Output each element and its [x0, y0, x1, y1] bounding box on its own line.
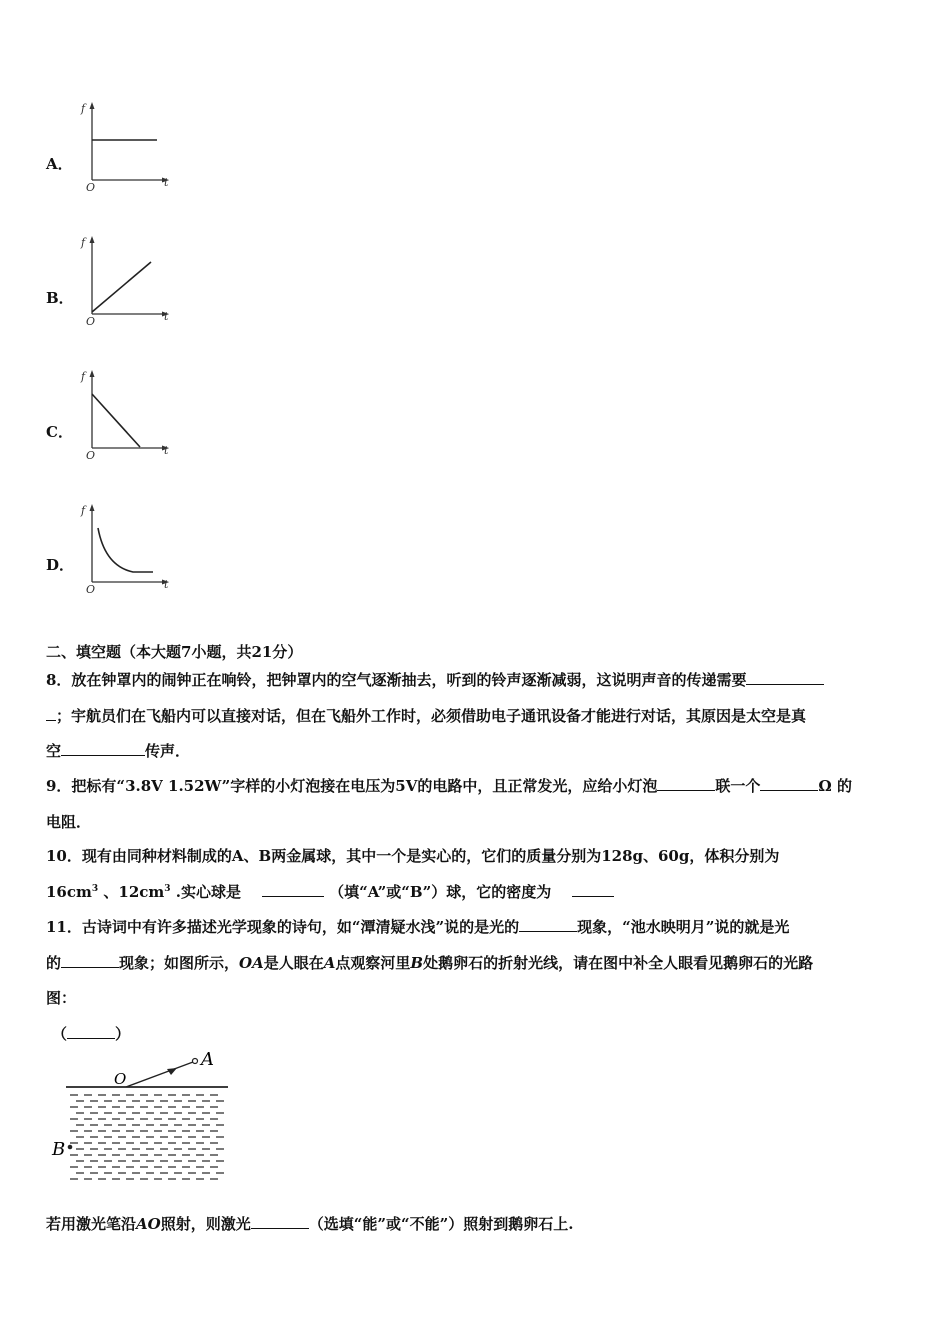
option-b-label: B． [46, 289, 74, 307]
origin-label: O [86, 583, 96, 594]
option-a-graph [75, 100, 175, 192]
q11-text2a: 的 [46, 954, 62, 972]
q11-b: B [410, 954, 424, 972]
option-b-graph [75, 234, 175, 326]
q11-line1 [46, 916, 904, 937]
f-t-line [92, 262, 151, 312]
q11-blank1[interactable] [519, 917, 577, 932]
pebble-point-b [68, 1145, 73, 1150]
f-t-line [92, 394, 140, 447]
q9-text1c: Ω 的 [818, 777, 852, 795]
q8-text1: 8．放在钟罩内的闹钟正在响铃，把钟罩内的空气逐渐抽去，听到的铃声逐渐减弱，这说明声音的传递需要 [46, 671, 747, 689]
y-axis-label: f [81, 370, 86, 383]
y-axis-arrow [90, 370, 95, 377]
q11-last-ao: AO [136, 1215, 161, 1233]
q10-v1: 16cm [46, 883, 92, 901]
q8-line2 [46, 705, 904, 726]
x-axis-label: t [164, 310, 169, 323]
q9-blank1[interactable] [657, 776, 715, 791]
q9-blank2[interactable] [760, 776, 818, 791]
x-axis-label: t [164, 444, 169, 457]
q11-oa: OA [239, 954, 264, 972]
q8-blank1[interactable] [746, 670, 824, 685]
q8-text2: ；宇航员们在飞船内可以直接对话，但在飞船外工作时，必须借助电子通讯设备才能进行对话，其原因是太空是真 [56, 707, 807, 725]
q11-text1a: 11．古诗词中有许多描述光学现象的诗句，如“潭清疑水浅”说的是光的 [46, 918, 520, 936]
q8-blank2[interactable] [61, 741, 145, 756]
q11-blank3[interactable] [251, 1214, 309, 1229]
q11-line3: 图： [46, 989, 77, 1007]
q8-text3a: 空 [46, 742, 62, 760]
q11-text2c: 是人眼在 [263, 954, 324, 972]
q11-text2d: 点观察河里 [335, 954, 411, 972]
option-a-label: A． [46, 155, 73, 173]
water-dashes [70, 1095, 224, 1179]
q9-text1a: 9．把标有“3.8V 1.52W”字样的小灯泡接在电压为5V的电路中，且正常发光，应给小灯泡 [46, 777, 658, 795]
q10-blank2[interactable] [572, 882, 614, 897]
q8-line1 [46, 669, 904, 690]
q11-last-a: 若用激光笔沿 [46, 1215, 137, 1233]
point-b-label: B [52, 1139, 66, 1160]
q11-paren-close: ） [115, 1025, 131, 1043]
q9-line1 [46, 775, 904, 796]
y-axis-arrow [90, 236, 95, 243]
x-axis-label: t [164, 578, 169, 591]
q11-paren-open: （ [52, 1025, 68, 1043]
river-figure [50, 1045, 240, 1189]
q8-blank1-cont[interactable] [46, 706, 56, 721]
option-d-label: D． [46, 556, 75, 574]
section-title: 二、填空题（本大题7小题，共21分） [46, 643, 303, 661]
q9-line2: 电阻． [46, 813, 92, 831]
point-a-label: A [201, 1049, 214, 1070]
q11-text2e: 处鹅卵石的折射光线，请在图中补全人眼看见鹅卵石的光路 [423, 954, 814, 972]
y-axis-label: f [81, 504, 86, 517]
q10-fill: （填“A”或“B”）球，它的密度为 [329, 883, 552, 901]
q10-blank1[interactable] [262, 882, 324, 897]
q11-text2b: 现象；如图所示， [119, 954, 240, 972]
q11-last-c: （选填“能”或“不能”）照射到鹅卵石上. [308, 1215, 574, 1233]
point-o-label: O [114, 1070, 127, 1088]
q11-text1b: 现象，“池水映明月”说的就是光 [577, 918, 790, 936]
q10-mid: .实心球是 [175, 883, 242, 901]
q10-exp2: 3 [164, 884, 171, 894]
q10-exp1: 3 [91, 884, 99, 894]
q10-line2 [46, 881, 904, 902]
y-axis-label: f [81, 236, 86, 249]
q11-last-line [46, 1213, 904, 1234]
q8-text3b: 传声． [145, 742, 191, 760]
q11-blank-fig[interactable] [67, 1024, 115, 1039]
y-axis-arrow [90, 504, 95, 511]
q11-line2 [46, 952, 904, 973]
origin-label: O [86, 181, 96, 192]
q10-sep: 、 [103, 883, 119, 901]
q11-a: A [323, 954, 336, 972]
x-axis-label: t [164, 176, 169, 189]
y-axis-label: f [81, 102, 86, 115]
origin-label: O [86, 315, 96, 326]
q10-v2: 12cm [118, 883, 165, 901]
q11-answer-paren [52, 1023, 904, 1044]
origin-label: O [86, 449, 96, 460]
option-c-label: C． [46, 423, 73, 441]
f-t-curve [98, 528, 153, 572]
q11-blank2[interactable] [61, 953, 119, 968]
q9-text1b: 联一个 [715, 777, 761, 795]
refracted-ray-oa [126, 1062, 193, 1087]
y-axis-arrow [90, 102, 95, 109]
q10-line1: 10．现有由同种材料制成的A、B两金属球，其中一个是实心的，它们的质量分别为128g、60g，体积分别为 [46, 847, 780, 865]
q8-line3 [46, 740, 904, 761]
q11-last-b: 照射，则激光 [160, 1215, 251, 1233]
option-d-graph [75, 502, 175, 594]
eye-point-a [193, 1059, 198, 1064]
option-c-graph [75, 368, 175, 460]
